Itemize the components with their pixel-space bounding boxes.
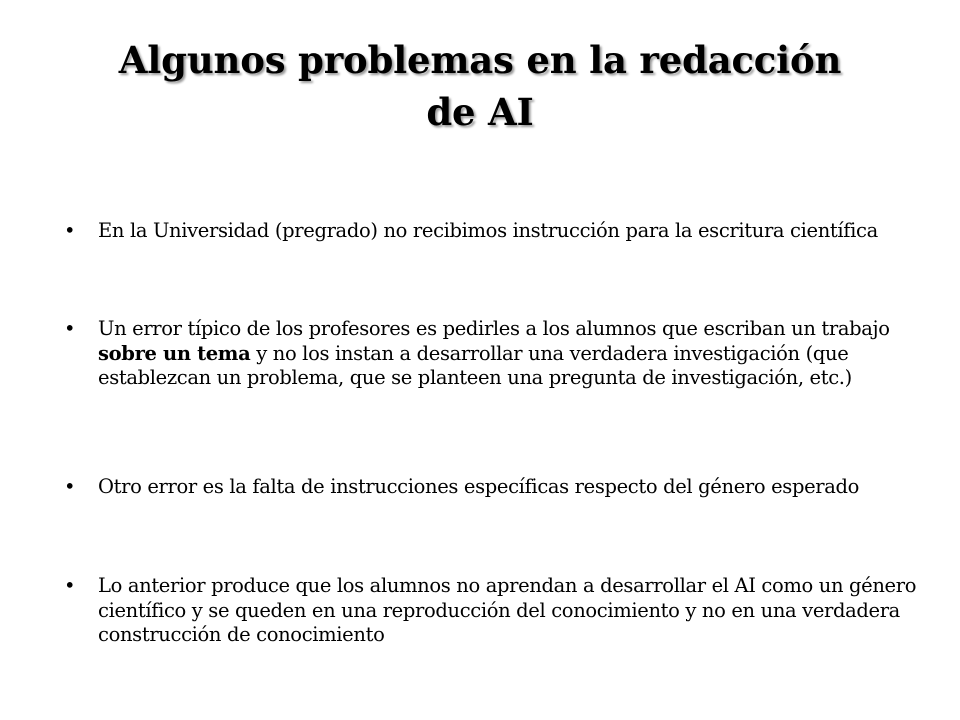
bullet-text-2-part-2: y no los instan a desarrollar una verdadera investigación (que establezcan un problema, que se planteen una pregunta de investigación, etc.) (98, 341, 852, 389)
bullet-dot-3: • (64, 475, 76, 498)
bullet-text-4: Lo anterior produce que los alumnos no aprendan a desarrollar el AI como un género científico y se queden en una reproducción del conocimiento y no en una verdadera construcción de conocimiento (98, 574, 917, 646)
bullet-item-4 (64, 574, 924, 648)
bullet-item-3 (64, 475, 924, 500)
bullet-dot-2: • (64, 317, 76, 340)
bullet-text-1: En la Universidad (pregrado) no recibimos instrucción para la escritura científica (98, 219, 878, 242)
bullet-item-2 (64, 317, 924, 391)
bullet-text-2-part-1: Un error típico de los profesores es pedirles a los alumnos que escriban un trabajo (98, 317, 890, 340)
bullet-text-3: Otro error es la falta de instrucciones específicas respecto del género esperado (98, 475, 860, 498)
bullet-text-2 (98, 317, 924, 391)
bullet-dot-1: • (64, 219, 76, 242)
bullet-item-1 (64, 219, 924, 244)
slide-title-line-1: Algunos problemas en la redacción (118, 38, 842, 82)
bullet-dot-4: • (64, 574, 76, 597)
bullet-text-2-emphasis: sobre un tema (98, 341, 251, 365)
slide-title-line-2: de AI (426, 90, 534, 134)
slide-title (40, 34, 920, 138)
